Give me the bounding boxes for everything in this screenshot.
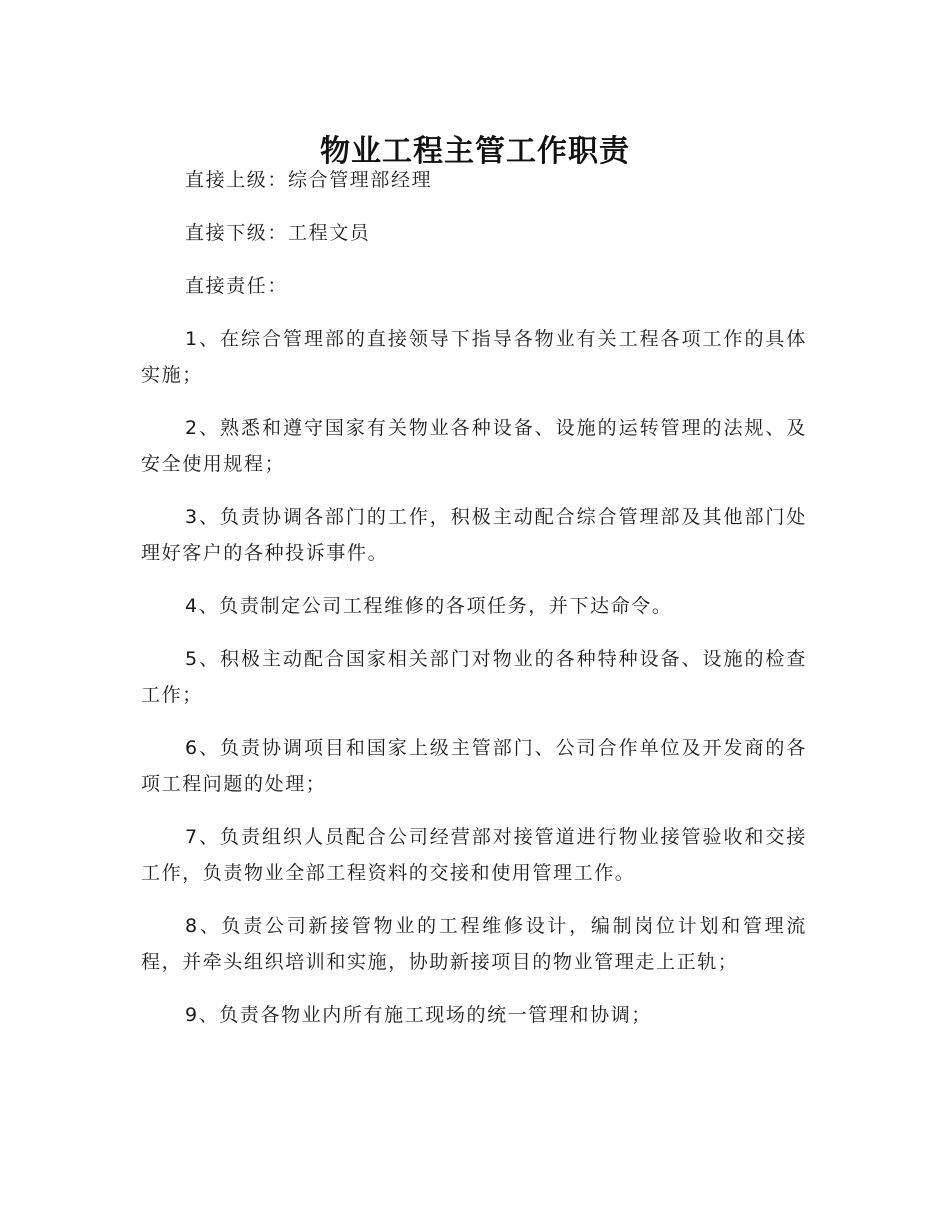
document-title: 物业工程主管工作职责 [320, 134, 630, 170]
duty-item-9: 9、负责各物业内所有施工现场的统一管理和协调； [185, 1004, 652, 1026]
duty-item-8: 8、负责公司新接管物业的工程维修设计，编制岗位计划和管理流程，并牵头组织培训和实施，协助新接项目的物业管理走上正轨； [141, 915, 807, 973]
duty-item-5: 5、积极主动配合国家相关部门对物业的各种特种设备、设施的检查工作； [141, 648, 807, 706]
subordinate-line: 直接下级：工程文员 [185, 222, 371, 244]
duty-item-6: 6、负责协调项目和国家上级主管部门、公司合作单位及开发商的各项工程问题的处理； [141, 737, 807, 795]
responsibility-heading: 直接责任： [185, 275, 289, 297]
duty-item-4: 4、负责制定公司工程维修的各项任务，并下达命令。 [185, 595, 673, 617]
duty-item-3: 3、负责协调各部门的工作，积极主动配合综合管理部及其他部门处理好客户的各种投诉事件。 [141, 506, 807, 564]
duty-item-7: 7、负责组织人员配合公司经营部对接管道进行物业接管验收和交接工作，负责物业全部工程资料的交接和使用管理工作。 [141, 826, 807, 884]
supervisor-line: 直接上级：综合管理部经理 [185, 169, 433, 191]
duty-item-2: 2、熟悉和遵守国家有关物业各种设备、设施的运转管理的法规、及安全使用规程； [141, 417, 807, 475]
document-body [141, 162, 807, 1050]
duty-item-1: 1、在综合管理部的直接领导下指导各物业有关工程各项工作的具体实施； [141, 328, 807, 386]
